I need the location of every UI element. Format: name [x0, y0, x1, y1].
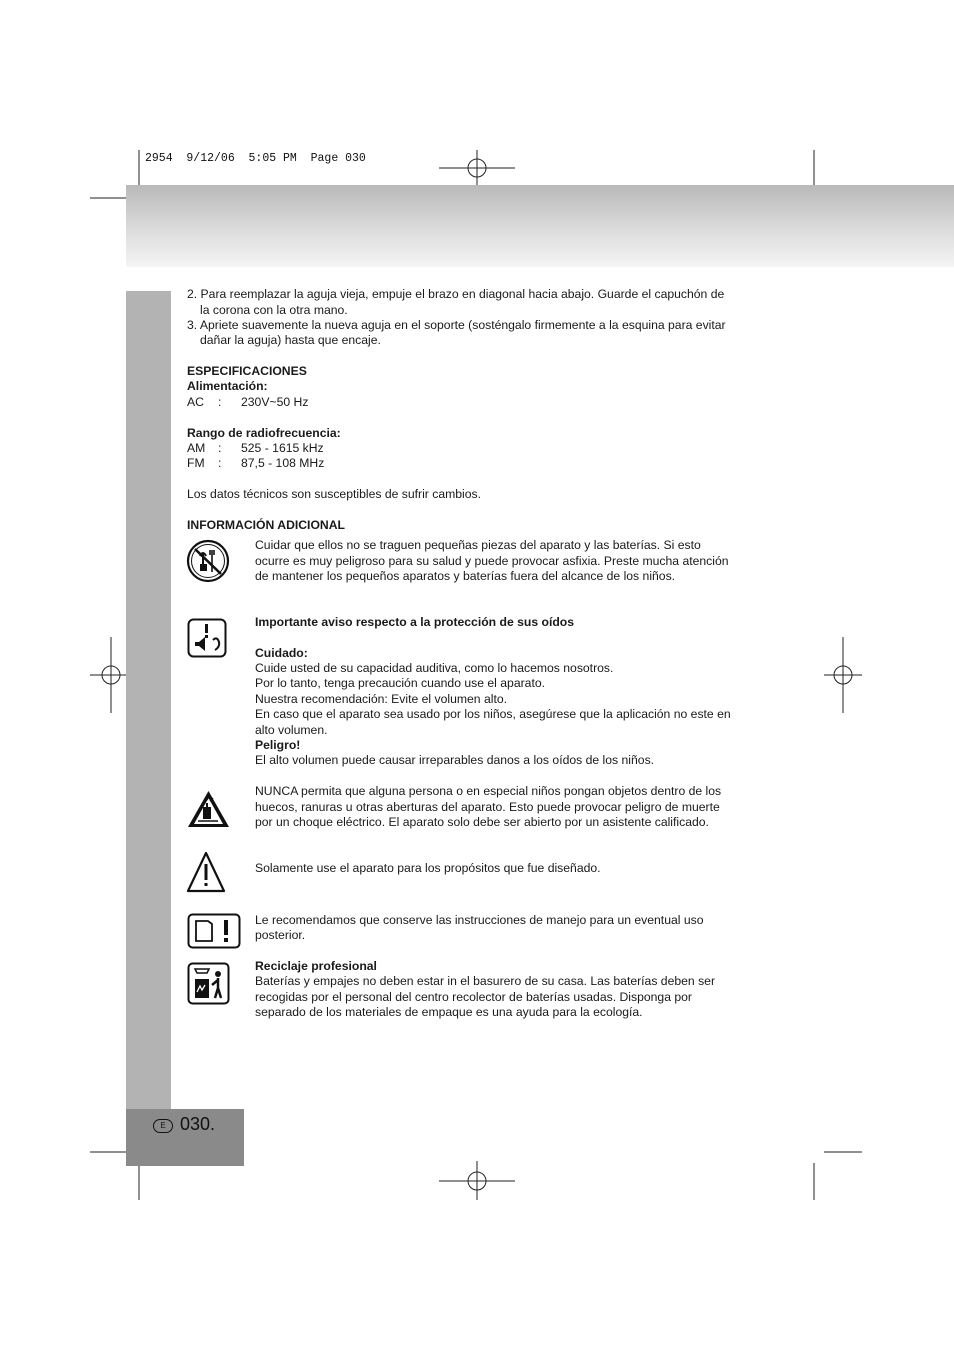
shock-line-2: huecos, ranuras u otras aberturas del aparato. Esto puede provocar peligro de muerte — [255, 800, 720, 814]
page-number: 030. — [180, 1114, 216, 1134]
purpose-text: Solamente use el aparato para los propósitos que fue diseñado. — [255, 861, 601, 875]
hearing-line-5: alto volumen. — [255, 723, 328, 737]
recycle-line-3: separado de los materiales de empaque es una ayuda para la ecología. — [255, 1005, 643, 1019]
shock-line-1: NUNCA permita que alguna persona o en especial niños pongan objetos dentro de los — [255, 784, 722, 798]
electric-shock-icon — [186, 789, 231, 829]
hearing-line-2: Por lo tanto, tenga precaución cuando use el aparato. — [255, 676, 545, 690]
danger-line: El alto volumen puede causar irreparables danos a los oídos de los niños. — [255, 753, 655, 767]
info-heading: INFORMACIÓN ADICIONAL — [187, 518, 345, 532]
spec-fm-key: FM — [187, 456, 205, 470]
manual-line-1: Le recomendamos que conserve las instrucciones de manejo para un eventual uso — [255, 913, 704, 927]
header-band — [126, 185, 954, 267]
hearing-line-3: Nuestra recomendación: Evite el volumen alto. — [255, 692, 508, 706]
spec-fm-value: 87,5 - 108 MHz — [241, 456, 325, 470]
caution-label: Cuidado: — [255, 646, 308, 660]
power-label: Alimentación: — [187, 379, 268, 393]
spec-ac-value: 230V~50 Hz — [241, 395, 309, 409]
spec-ac-key: AC — [187, 395, 204, 409]
spec-am-key: AM — [187, 441, 206, 455]
step-2-line1: 2. Para reemplazar la aguja vieja, empuje el brazo en diagonal hacia abajo. Guarde el capuchón de — [187, 287, 725, 301]
hearing-warning-icon — [187, 618, 227, 658]
specs-note: Los datos técnicos son susceptibles de sufrir cambios. — [187, 487, 481, 501]
spec-fm-sep: : — [218, 456, 222, 470]
no-children-icon — [186, 538, 230, 584]
recycle-title: Reciclaje profesional — [255, 959, 377, 973]
children-line-1: Cuidar que ellos no se traguen pequeñas piezas del aparato y las baterías. Si esto — [255, 538, 701, 552]
side-strip — [126, 291, 171, 1109]
radio-label: Rango de radiofrecuencia: — [187, 426, 341, 440]
hearing-line-1: Cuide usted de su capacidad auditiva, como lo hacemos nosotros. — [255, 661, 614, 675]
step-3-line1: 3. Apriete suavemente la nueva aguja en el soporte (sosténgalo firmemente a la esquina para evitar — [187, 318, 726, 332]
spec-ac-sep: : — [218, 395, 222, 409]
hearing-line-4: En caso que el aparato sea usado por los niños, asegúrese que la aplicación no este en — [255, 707, 731, 721]
danger-label: Peligro! — [255, 738, 301, 752]
print-slug: 2954 9/12/06 5:05 PM Page 030 — [145, 152, 366, 165]
recycle-bin-icon — [187, 962, 230, 1005]
specs-heading: ESPECIFICACIONES — [187, 364, 307, 378]
language-badge: E — [153, 1119, 173, 1133]
step-3-line2: dañar la aguja) hasta que encaje. — [200, 333, 381, 347]
spec-am-value: 525 - 1615 kHz — [241, 441, 324, 455]
manual-icon — [187, 913, 241, 949]
manual-line-2: posterior. — [255, 928, 306, 942]
recycle-line-2: recogidas por el personal del centro recolector de baterías usadas. Disponga por — [255, 990, 692, 1004]
hearing-title: Importante aviso respecto a la protección de sus oídos — [255, 615, 574, 629]
caution-triangle-icon — [186, 851, 226, 893]
children-line-2: ocurre es muy peligroso para su salud y puede provocar asfixia. Preste mucha atención — [255, 554, 729, 568]
step-2-line2: la corona con la otra mano. — [200, 303, 348, 317]
recycle-line-1: Baterías y empajes no deben estar in el basurero de su casa. Las baterías deben ser — [255, 974, 716, 988]
shock-line-3: por un choque eléctrico. El aparato solo debe ser abierto por un asistente calificado. — [255, 815, 709, 829]
spec-am-sep: : — [218, 441, 222, 455]
children-line-3: de mantener los pequeños aparatos y baterías fuera del alcance de los niños. — [255, 569, 676, 583]
